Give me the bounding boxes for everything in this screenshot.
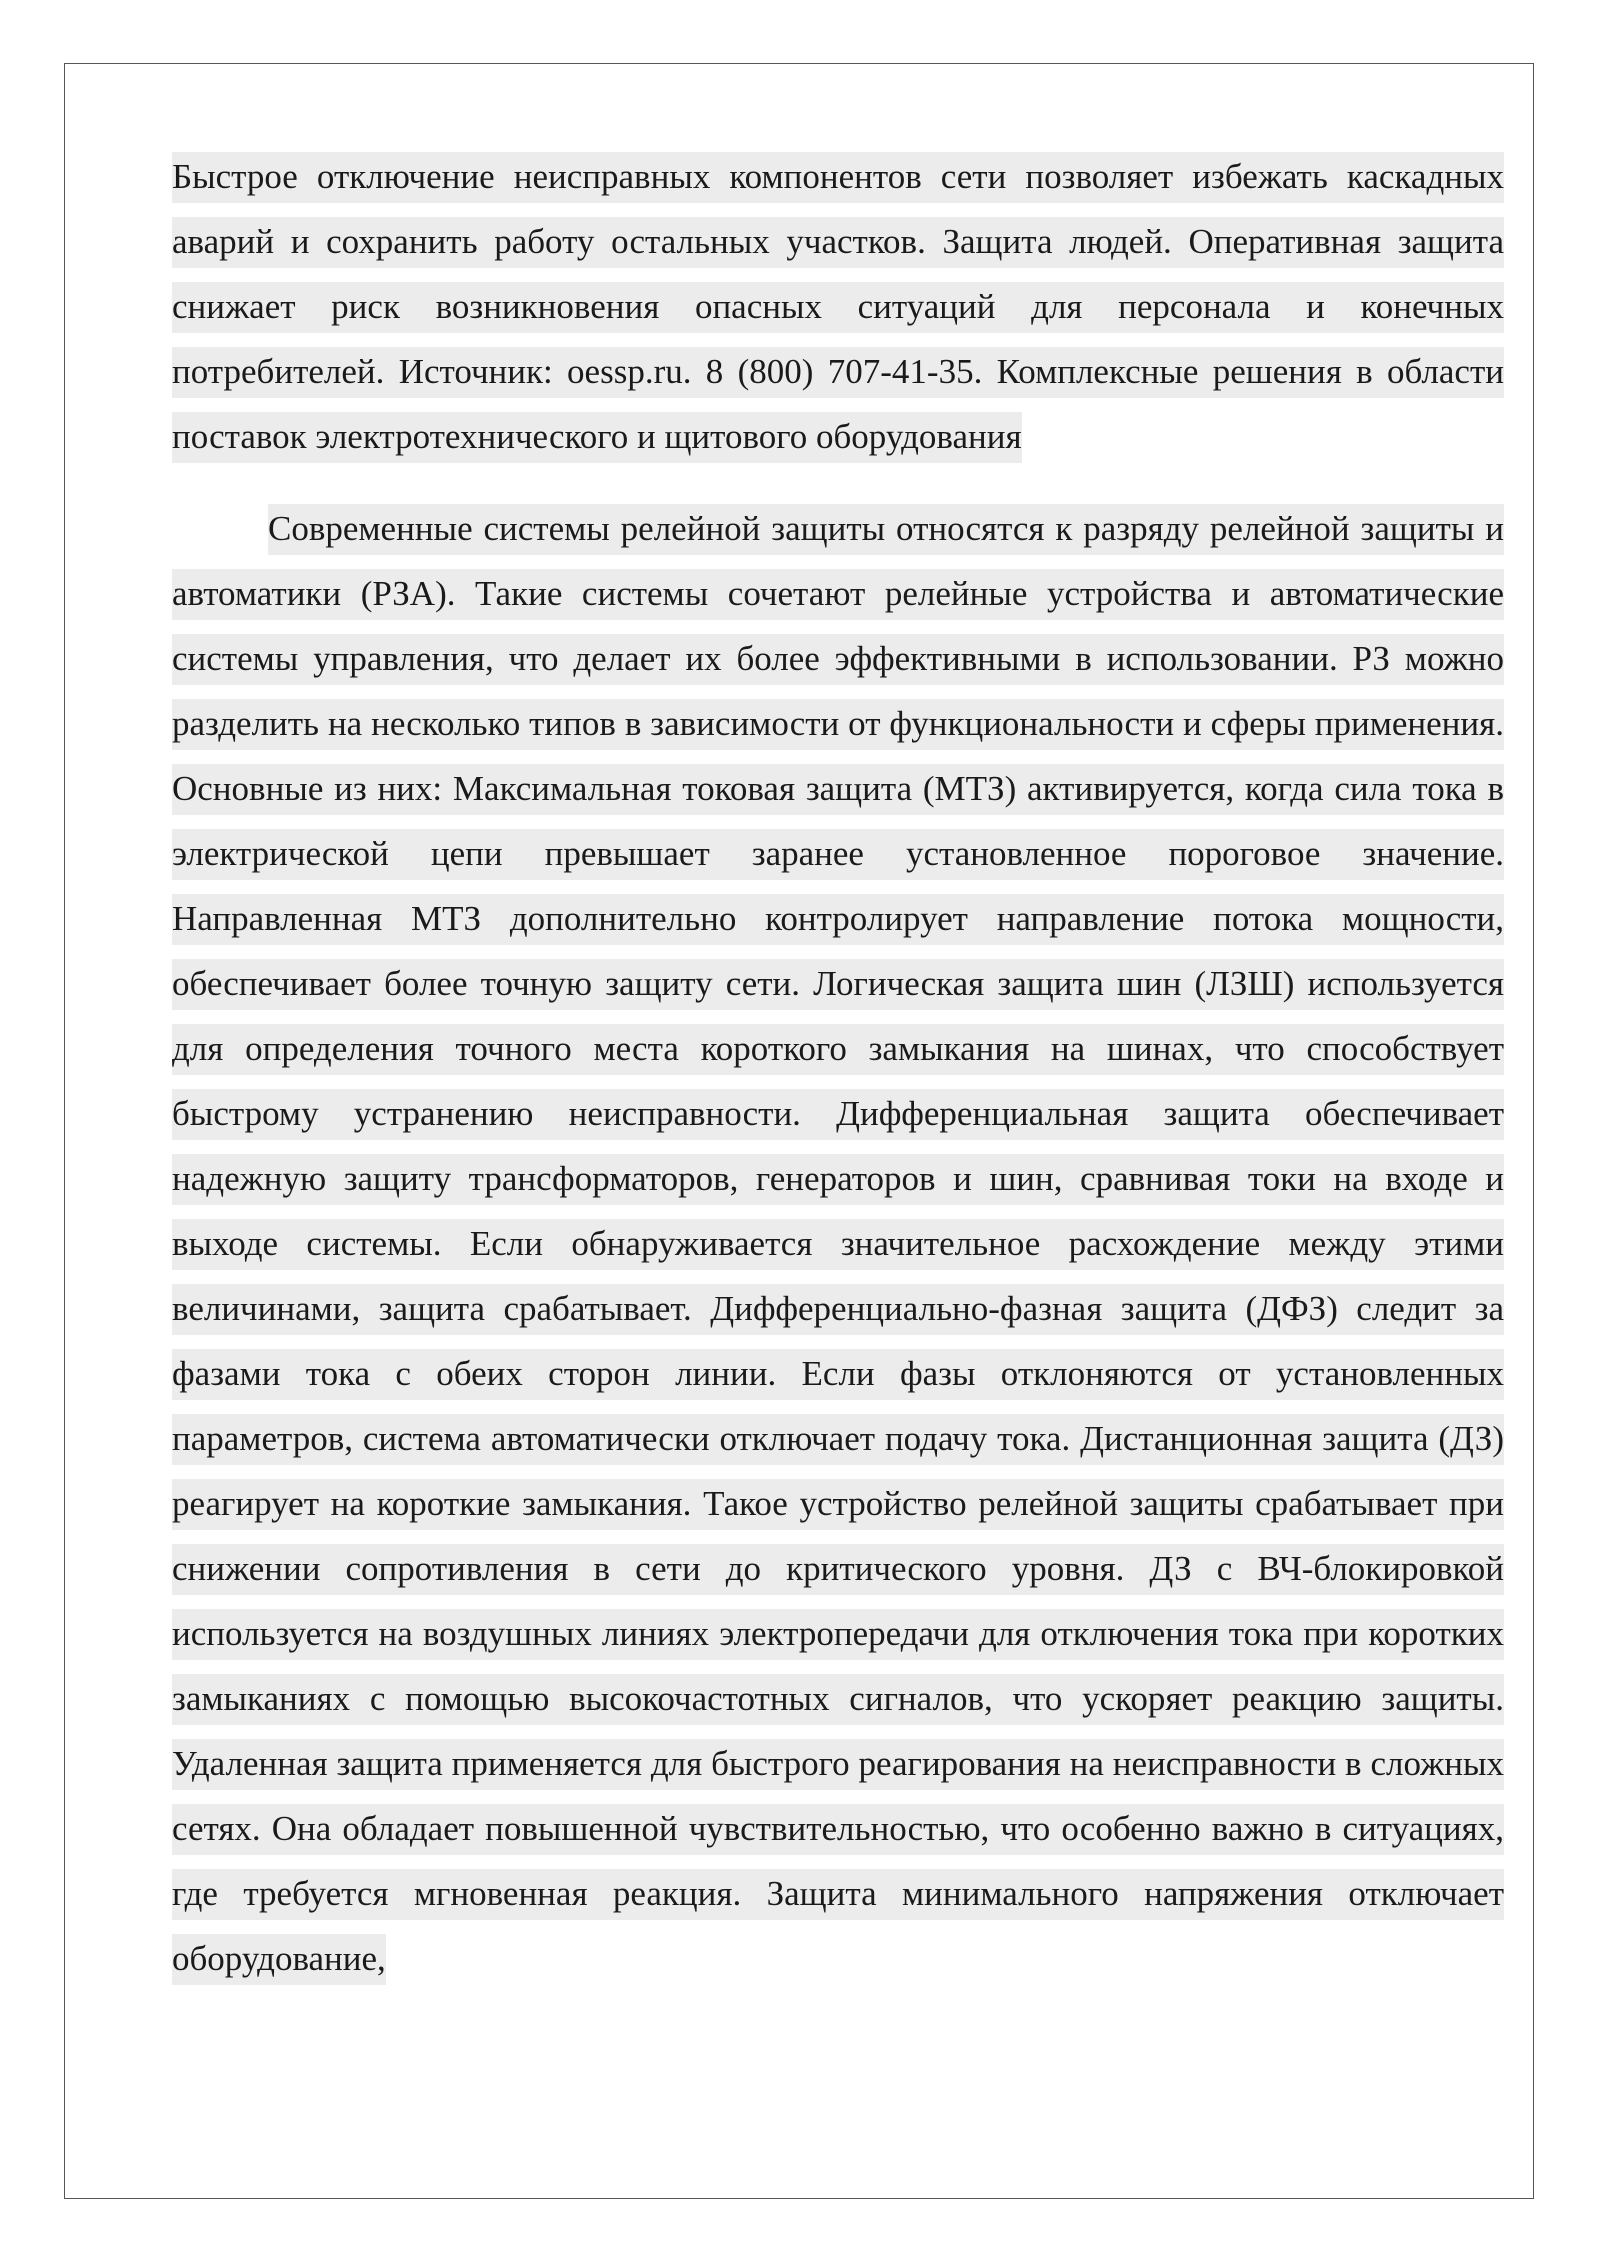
paragraph-1 (172, 144, 1504, 469)
paragraph-1-text: Быстрое отключение неисправных компонентов сети позволяет избежать каскадных аварий и сохранить работу остальных участков. Защита людей. Оперативная защита снижает риск возникновения опасных ситуаций для персонала и конечных потребителей. Источник: oessp.ru. 8 (800) 707-41-35. Комплексные решения в области поставок электротехнического и щитового оборудования (172, 152, 1504, 463)
document-body (172, 144, 1504, 1991)
paragraph-2-text: Современные системы релейной защиты относятся к разряду релейной защиты и автоматики (РЗА). Такие системы сочетают релейные устройства и автоматические системы управления, что делает их более эффективными в использовании. РЗ можно разделить на несколько типов в зависимости от функциональности и сферы применения. Основные из них: Максимальная токовая защита (МТЗ) активируется, когда сила тока в электрической цепи превышает заранее установленное пороговое значение. Направленная МТЗ дополнительно контролирует направление потока мощности, обеспечивает более точную защиту сети. Логическая защита шин (ЛЗШ) используется для определения точного места короткого замыкания на шинах, что способствует быстрому устранению неисправности. Дифференциальная защита обеспечивает надежную защиту трансформаторов, генераторов и шин, сравнивая токи на входе и выходе системы. Если обнаруживается значительное расхождение между этими величинами, защита срабатывает. Дифференциально-фазная защита (ДФЗ) следит за фазами тока с обеих сторон линии. Если фазы отклоняются от установленных параметров, система автоматически отключает подачу тока. Дистанционная защита (ДЗ) реагирует на короткие замыкания. Такое устройство релейной защиты срабатывает при снижении сопротивления в сети до критического уровня. ДЗ с ВЧ-блокировкой используется на воздушных линиях электропередачи для отключения тока при коротких замыканиях с помощью высокочастотных сигналов, что ускоряет реакцию защиты. Удаленная защита применяется для быстрого реагирования на неисправности в сложных сетях. Она обладает повышенной чувствительностью, что особенно важно в ситуациях, где требуется мгновенная реакция. Защита минимального напряжения отключает оборудование, (172, 504, 1504, 1985)
paragraph-2 (172, 496, 1504, 1991)
